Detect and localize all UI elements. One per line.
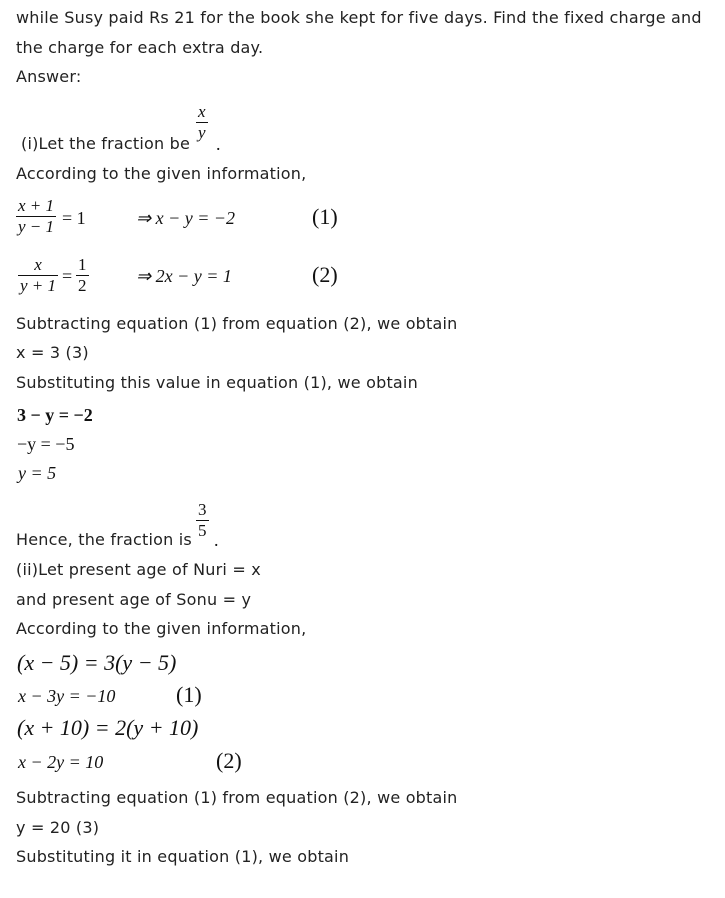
age-equation-4-tag: (2) xyxy=(216,748,242,773)
answer-denominator: 5 xyxy=(198,521,207,540)
y-value-line: y = 20 (3) xyxy=(16,818,100,837)
answer-numerator: 3 xyxy=(198,500,207,519)
equation-2-rhs-fraction xyxy=(76,255,89,296)
fraction-denominator: y xyxy=(198,123,206,142)
substituting-line-1: Substituting this value in equation (1), we obtain xyxy=(16,373,418,392)
equation-2-denominator: y + 1 xyxy=(20,276,57,295)
fraction-period: . xyxy=(216,134,221,154)
subtracting-line-1: Subtracting equation (1) from equation (2), we obtain xyxy=(16,314,458,333)
equation-2-rhs-numerator: 1 xyxy=(78,255,87,274)
part-i-intro: (i)Let the fraction be xyxy=(21,134,191,153)
step-equation-3: y = 5 xyxy=(18,463,57,483)
fraction-numerator: x xyxy=(198,102,206,121)
subtracting-line-2: Subtracting equation (1) from equation (2), we obtain xyxy=(16,788,458,807)
equation-1-tag: (1) xyxy=(312,204,338,229)
sonu-age-line: and present age of Sonu = y xyxy=(16,590,252,609)
equation-2-lhs-fraction xyxy=(18,255,58,296)
equation-2-equals: = xyxy=(62,266,73,286)
answer-heading: Answer: xyxy=(16,67,82,86)
hence-line: Hence, the fraction is xyxy=(16,530,192,549)
equation-1-rhs: = 1 xyxy=(62,208,86,228)
fraction-x-over-y xyxy=(196,102,208,143)
age-equation-2-tag: (1) xyxy=(176,682,202,707)
step-equation-1: 3 − y = −2 xyxy=(17,405,93,425)
equation-1-numerator: x + 1 xyxy=(18,196,55,215)
age-equation-1: (x − 5) = 3(y − 5) xyxy=(17,650,177,675)
x-value-line: x = 3 (3) xyxy=(16,343,89,362)
step-equation-2: −y = −5 xyxy=(17,434,75,454)
age-equation-4: x − 2y = 10 xyxy=(18,752,104,772)
equation-2-result: ⇒ 2x − y = 1 xyxy=(136,266,232,286)
equation-1-result: ⇒ x − y = −2 xyxy=(136,208,235,228)
given-info-line-2: According to the given information, xyxy=(16,619,307,638)
answer-fraction xyxy=(196,500,209,541)
equation-1-denominator: y − 1 xyxy=(18,217,55,236)
equation-2-tag: (2) xyxy=(312,262,338,287)
equation-2-numerator: x xyxy=(34,255,42,274)
problem-text-line-2: the charge for each extra day. xyxy=(16,38,264,57)
age-equation-2: x − 3y = −10 xyxy=(18,686,116,706)
age-equation-3: (x + 10) = 2(y + 10) xyxy=(17,715,199,740)
given-info-line: According to the given information, xyxy=(16,164,307,183)
part-ii-intro: (ii)Let present age of Nuri = x xyxy=(16,560,261,579)
equation-1-lhs-fraction xyxy=(16,196,56,237)
equation-2-rhs-denominator: 2 xyxy=(78,276,87,295)
problem-text-line-1: while Susy paid Rs 21 for the book she kept for five days. Find the fixed charge and xyxy=(16,8,702,27)
answer-period: . xyxy=(214,530,219,550)
substituting-line-2: Substituting it in equation (1), we obtain xyxy=(16,847,350,866)
